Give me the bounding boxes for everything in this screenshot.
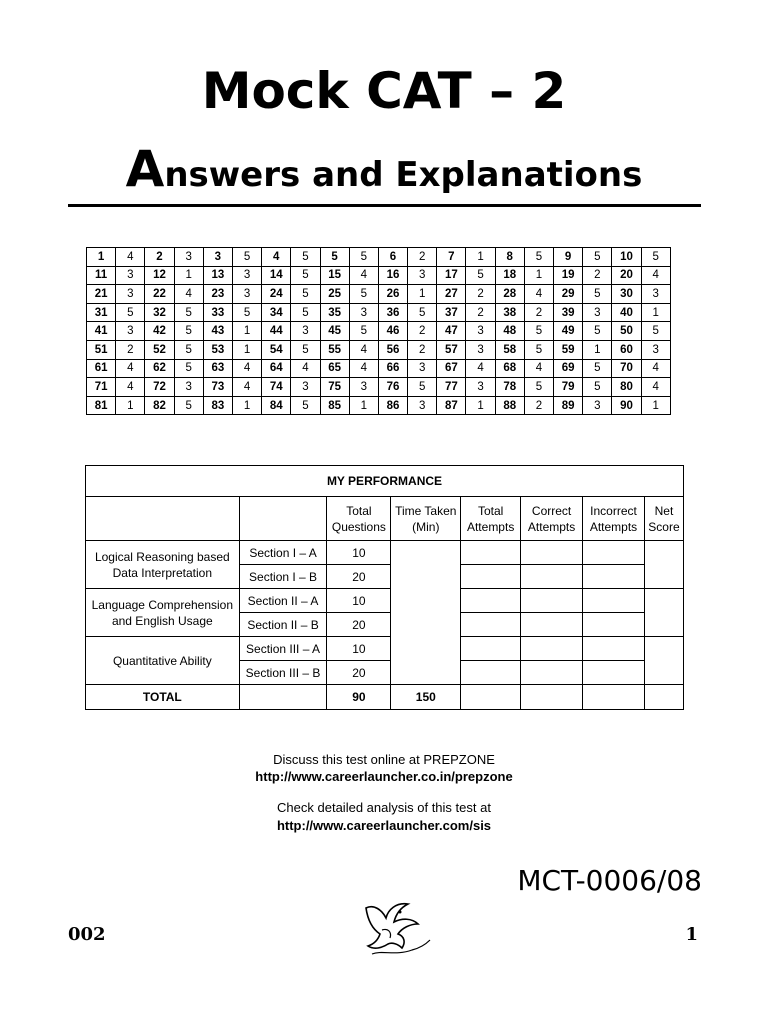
answer-option: 1 (408, 285, 437, 304)
answer-option: 2 (408, 322, 437, 341)
answer-option: 3 (466, 340, 495, 359)
question-number: 68 (495, 359, 524, 378)
empty-cell (239, 685, 327, 710)
answer-option: 4 (349, 340, 378, 359)
page-number: 1 (685, 924, 698, 945)
time-cell (391, 541, 461, 685)
answer-option: 5 (524, 248, 553, 267)
question-number: 8 (495, 248, 524, 267)
question-number: 56 (378, 340, 407, 359)
answer-option: 5 (116, 303, 145, 322)
net-cell (644, 637, 683, 685)
question-number: 45 (320, 322, 349, 341)
question-number: 85 (320, 396, 349, 415)
question-number: 34 (262, 303, 291, 322)
question-number: 17 (437, 266, 466, 285)
section-label: Section III – B (239, 661, 327, 685)
answer-option: 5 (291, 285, 320, 304)
answer-option: 5 (349, 322, 378, 341)
empty-cell (583, 661, 645, 685)
question-number: 58 (495, 340, 524, 359)
total-label: TOTAL (86, 685, 240, 710)
section-questions: 20 (327, 661, 391, 685)
net-cell (644, 541, 683, 589)
empty-cell (521, 661, 583, 685)
question-number: 84 (262, 396, 291, 415)
total-questions: 90 (327, 685, 391, 710)
answer-option: 5 (174, 340, 203, 359)
group-name: Language Comprehension and English Usage (86, 589, 240, 637)
question-number: 59 (554, 340, 583, 359)
empty-cell (521, 565, 583, 589)
answer-key-row (87, 340, 671, 359)
answer-option: 5 (291, 396, 320, 415)
answer-option: 3 (349, 378, 378, 397)
question-number: 20 (612, 266, 641, 285)
question-number: 49 (554, 322, 583, 341)
question-number: 54 (262, 340, 291, 359)
question-number: 66 (378, 359, 407, 378)
section-questions: 10 (327, 589, 391, 613)
answer-option: 5 (524, 322, 553, 341)
test-code: MCT-0006/08 (517, 864, 702, 897)
col-time-taken: Time Taken (Min) (391, 497, 461, 541)
subtitle-rest: nswers and Explanations (164, 155, 643, 195)
answer-option: 2 (524, 396, 553, 415)
answer-option: 1 (116, 396, 145, 415)
answer-option: 4 (641, 359, 670, 378)
answer-option: 5 (408, 378, 437, 397)
question-number: 44 (262, 322, 291, 341)
answer-option: 3 (232, 285, 261, 304)
analysis-text: Check detailed analysis of this test at (277, 800, 491, 815)
answer-option: 5 (349, 285, 378, 304)
question-number: 30 (612, 285, 641, 304)
col-total-attempts: Total Attempts (461, 497, 521, 541)
question-number: 51 (87, 340, 116, 359)
section-questions: 10 (327, 637, 391, 661)
answer-option: 5 (291, 248, 320, 267)
answer-key-row (87, 266, 671, 285)
question-number: 25 (320, 285, 349, 304)
question-number: 22 (145, 285, 174, 304)
answer-option: 3 (408, 266, 437, 285)
question-number: 37 (437, 303, 466, 322)
question-number: 33 (203, 303, 232, 322)
question-number: 1 (87, 248, 116, 267)
answer-option: 3 (641, 285, 670, 304)
empty-cell (461, 661, 521, 685)
question-number: 3 (203, 248, 232, 267)
answer-option: 2 (466, 303, 495, 322)
group-name: Quantitative Ability (86, 637, 240, 685)
question-number: 57 (437, 340, 466, 359)
answer-option: 3 (291, 378, 320, 397)
answer-option: 4 (116, 248, 145, 267)
section-label: Section III – A (239, 637, 327, 661)
empty-cell (461, 565, 521, 589)
question-number: 83 (203, 396, 232, 415)
page-title: Mock CAT – 2 (201, 62, 567, 120)
question-number: 35 (320, 303, 349, 322)
question-number: 18 (495, 266, 524, 285)
answer-option: 1 (641, 303, 670, 322)
answer-option: 1 (232, 396, 261, 415)
answer-option: 3 (583, 396, 612, 415)
question-number: 67 (437, 359, 466, 378)
answer-option: 2 (116, 340, 145, 359)
question-number: 10 (612, 248, 641, 267)
question-number: 75 (320, 378, 349, 397)
question-number: 11 (87, 266, 116, 285)
question-number: 89 (554, 396, 583, 415)
question-number: 90 (612, 396, 641, 415)
answer-option: 3 (408, 396, 437, 415)
question-number: 70 (612, 359, 641, 378)
question-number: 14 (262, 266, 291, 285)
answer-option: 5 (408, 303, 437, 322)
empty-cell (461, 685, 521, 710)
question-number: 19 (554, 266, 583, 285)
question-number: 24 (262, 285, 291, 304)
answer-option: 3 (116, 285, 145, 304)
question-number: 40 (612, 303, 641, 322)
answer-option: 2 (466, 285, 495, 304)
answer-option: 5 (232, 248, 261, 267)
empty-cell (583, 685, 645, 710)
answer-option: 3 (349, 303, 378, 322)
empty-cell (583, 565, 645, 589)
answer-option: 5 (583, 322, 612, 341)
answer-option: 1 (583, 340, 612, 359)
question-number: 52 (145, 340, 174, 359)
question-number: 12 (145, 266, 174, 285)
answer-option: 3 (174, 378, 203, 397)
answer-option: 5 (641, 322, 670, 341)
empty-cell (583, 589, 645, 613)
header-blank-2 (239, 497, 327, 541)
answer-option: 3 (291, 322, 320, 341)
question-number: 23 (203, 285, 232, 304)
answer-option: 3 (116, 266, 145, 285)
question-number: 80 (612, 378, 641, 397)
col-total-questions: Total Questions (327, 497, 391, 541)
answer-option: 1 (641, 396, 670, 415)
empty-cell (583, 613, 645, 637)
answer-key-row (87, 248, 671, 267)
answer-option: 3 (583, 303, 612, 322)
answer-key-row (87, 378, 671, 397)
answer-option: 4 (524, 359, 553, 378)
question-number: 82 (145, 396, 174, 415)
answer-option: 5 (583, 285, 612, 304)
answer-option: 4 (641, 266, 670, 285)
section-questions: 20 (327, 565, 391, 589)
answer-option: 5 (524, 340, 553, 359)
question-number: 60 (612, 340, 641, 359)
question-number: 88 (495, 396, 524, 415)
answer-option: 5 (583, 248, 612, 267)
answer-option: 2 (583, 266, 612, 285)
question-number: 13 (203, 266, 232, 285)
answer-option: 1 (349, 396, 378, 415)
answer-option: 5 (174, 359, 203, 378)
answer-key-row (87, 285, 671, 304)
answer-option: 5 (349, 248, 378, 267)
question-number: 21 (87, 285, 116, 304)
question-number: 79 (554, 378, 583, 397)
answer-option: 5 (232, 303, 261, 322)
answer-option: 5 (641, 248, 670, 267)
answer-option: 3 (174, 248, 203, 267)
question-number: 5 (320, 248, 349, 267)
answer-option: 5 (524, 378, 553, 397)
answer-option: 2 (524, 303, 553, 322)
empty-cell (461, 637, 521, 661)
answer-option: 1 (174, 266, 203, 285)
answer-option: 5 (291, 266, 320, 285)
question-number: 64 (262, 359, 291, 378)
answer-option: 3 (408, 359, 437, 378)
answer-option: 1 (466, 396, 495, 415)
question-number: 26 (378, 285, 407, 304)
question-number: 63 (203, 359, 232, 378)
question-number: 47 (437, 322, 466, 341)
answer-option: 5 (466, 266, 495, 285)
answer-option: 4 (116, 359, 145, 378)
answer-option: 1 (524, 266, 553, 285)
footer-left-number: 002 (68, 924, 106, 945)
question-number: 61 (87, 359, 116, 378)
answer-option: 5 (174, 396, 203, 415)
empty-cell (644, 685, 683, 710)
question-number: 72 (145, 378, 174, 397)
question-number: 2 (145, 248, 174, 267)
answer-option: 3 (466, 322, 495, 341)
discuss-text: Discuss this test online at PREPZONE (273, 752, 495, 767)
question-number: 69 (554, 359, 583, 378)
answer-option: 4 (349, 359, 378, 378)
question-number: 65 (320, 359, 349, 378)
net-cell (644, 589, 683, 637)
question-number: 42 (145, 322, 174, 341)
empty-cell (521, 637, 583, 661)
answer-option: 3 (232, 266, 261, 285)
question-number: 41 (87, 322, 116, 341)
question-number: 28 (495, 285, 524, 304)
answer-option: 5 (583, 378, 612, 397)
empty-cell (521, 685, 583, 710)
col-net-score: Net Score (644, 497, 683, 541)
question-number: 48 (495, 322, 524, 341)
answer-option: 5 (174, 303, 203, 322)
performance-table (85, 465, 684, 710)
question-number: 62 (145, 359, 174, 378)
answer-option: 3 (641, 340, 670, 359)
question-number: 55 (320, 340, 349, 359)
question-number: 6 (378, 248, 407, 267)
section-label: Section I – B (239, 565, 327, 589)
section-label: Section I – A (239, 541, 327, 565)
question-number: 81 (87, 396, 116, 415)
section-label: Section II – A (239, 589, 327, 613)
empty-cell (521, 589, 583, 613)
question-number: 50 (612, 322, 641, 341)
question-number: 53 (203, 340, 232, 359)
answer-option: 5 (291, 340, 320, 359)
empty-cell (461, 589, 521, 613)
question-number: 38 (495, 303, 524, 322)
answer-option: 3 (116, 322, 145, 341)
answer-key-row (87, 396, 671, 415)
total-time: 150 (391, 685, 461, 710)
empty-cell (583, 637, 645, 661)
question-number: 16 (378, 266, 407, 285)
answer-option: 4 (232, 359, 261, 378)
question-number: 76 (378, 378, 407, 397)
answer-option: 1 (466, 248, 495, 267)
performance-heading: MY PERFORMANCE (86, 466, 684, 497)
question-number: 73 (203, 378, 232, 397)
section-label: Section II – B (239, 613, 327, 637)
answer-option: 4 (174, 285, 203, 304)
answer-option: 4 (232, 378, 261, 397)
answer-option: 4 (524, 285, 553, 304)
question-number: 27 (437, 285, 466, 304)
group-name: Logical Reasoning based Data Interpretation (86, 541, 240, 589)
answer-key-row (87, 322, 671, 341)
header-blank-1 (86, 497, 240, 541)
answer-option: 2 (408, 340, 437, 359)
section-questions: 10 (327, 541, 391, 565)
question-number: 39 (554, 303, 583, 322)
answer-option: 5 (291, 303, 320, 322)
pegasus-logo-icon (352, 900, 436, 960)
question-number: 29 (554, 285, 583, 304)
answer-option: 1 (232, 340, 261, 359)
answer-option: 4 (116, 378, 145, 397)
question-number: 74 (262, 378, 291, 397)
answer-option: 4 (641, 378, 670, 397)
empty-cell (461, 541, 521, 565)
question-number: 77 (437, 378, 466, 397)
prepzone-link[interactable]: http://www.careerlauncher.co.in/prepzone (255, 769, 513, 784)
answer-option: 5 (174, 322, 203, 341)
sis-link[interactable]: http://www.careerlauncher.com/sis (276, 818, 492, 833)
answer-option: 3 (466, 378, 495, 397)
question-number: 7 (437, 248, 466, 267)
answer-option: 4 (291, 359, 320, 378)
col-incorrect-attempts: Incorrect Attempts (583, 497, 645, 541)
question-number: 71 (87, 378, 116, 397)
question-number: 43 (203, 322, 232, 341)
section-questions: 20 (327, 613, 391, 637)
answer-key-row (87, 303, 671, 322)
question-number: 15 (320, 266, 349, 285)
question-number: 86 (378, 396, 407, 415)
subtitle-initial: A (125, 140, 165, 198)
answer-key-row (87, 359, 671, 378)
answer-option: 4 (349, 266, 378, 285)
question-number: 9 (554, 248, 583, 267)
empty-cell (521, 541, 583, 565)
page-subtitle (0, 140, 768, 198)
answer-option: 2 (408, 248, 437, 267)
question-number: 31 (87, 303, 116, 322)
question-number: 36 (378, 303, 407, 322)
empty-cell (521, 613, 583, 637)
question-number: 32 (145, 303, 174, 322)
question-number: 4 (262, 248, 291, 267)
question-number: 87 (437, 396, 466, 415)
answer-option: 5 (583, 359, 612, 378)
empty-cell (583, 541, 645, 565)
empty-cell (461, 613, 521, 637)
title-divider (68, 204, 701, 207)
answer-option: 1 (232, 322, 261, 341)
answer-key-table (86, 247, 671, 415)
question-number: 46 (378, 322, 407, 341)
answer-option: 4 (466, 359, 495, 378)
col-correct-attempts: Correct Attempts (521, 497, 583, 541)
question-number: 78 (495, 378, 524, 397)
